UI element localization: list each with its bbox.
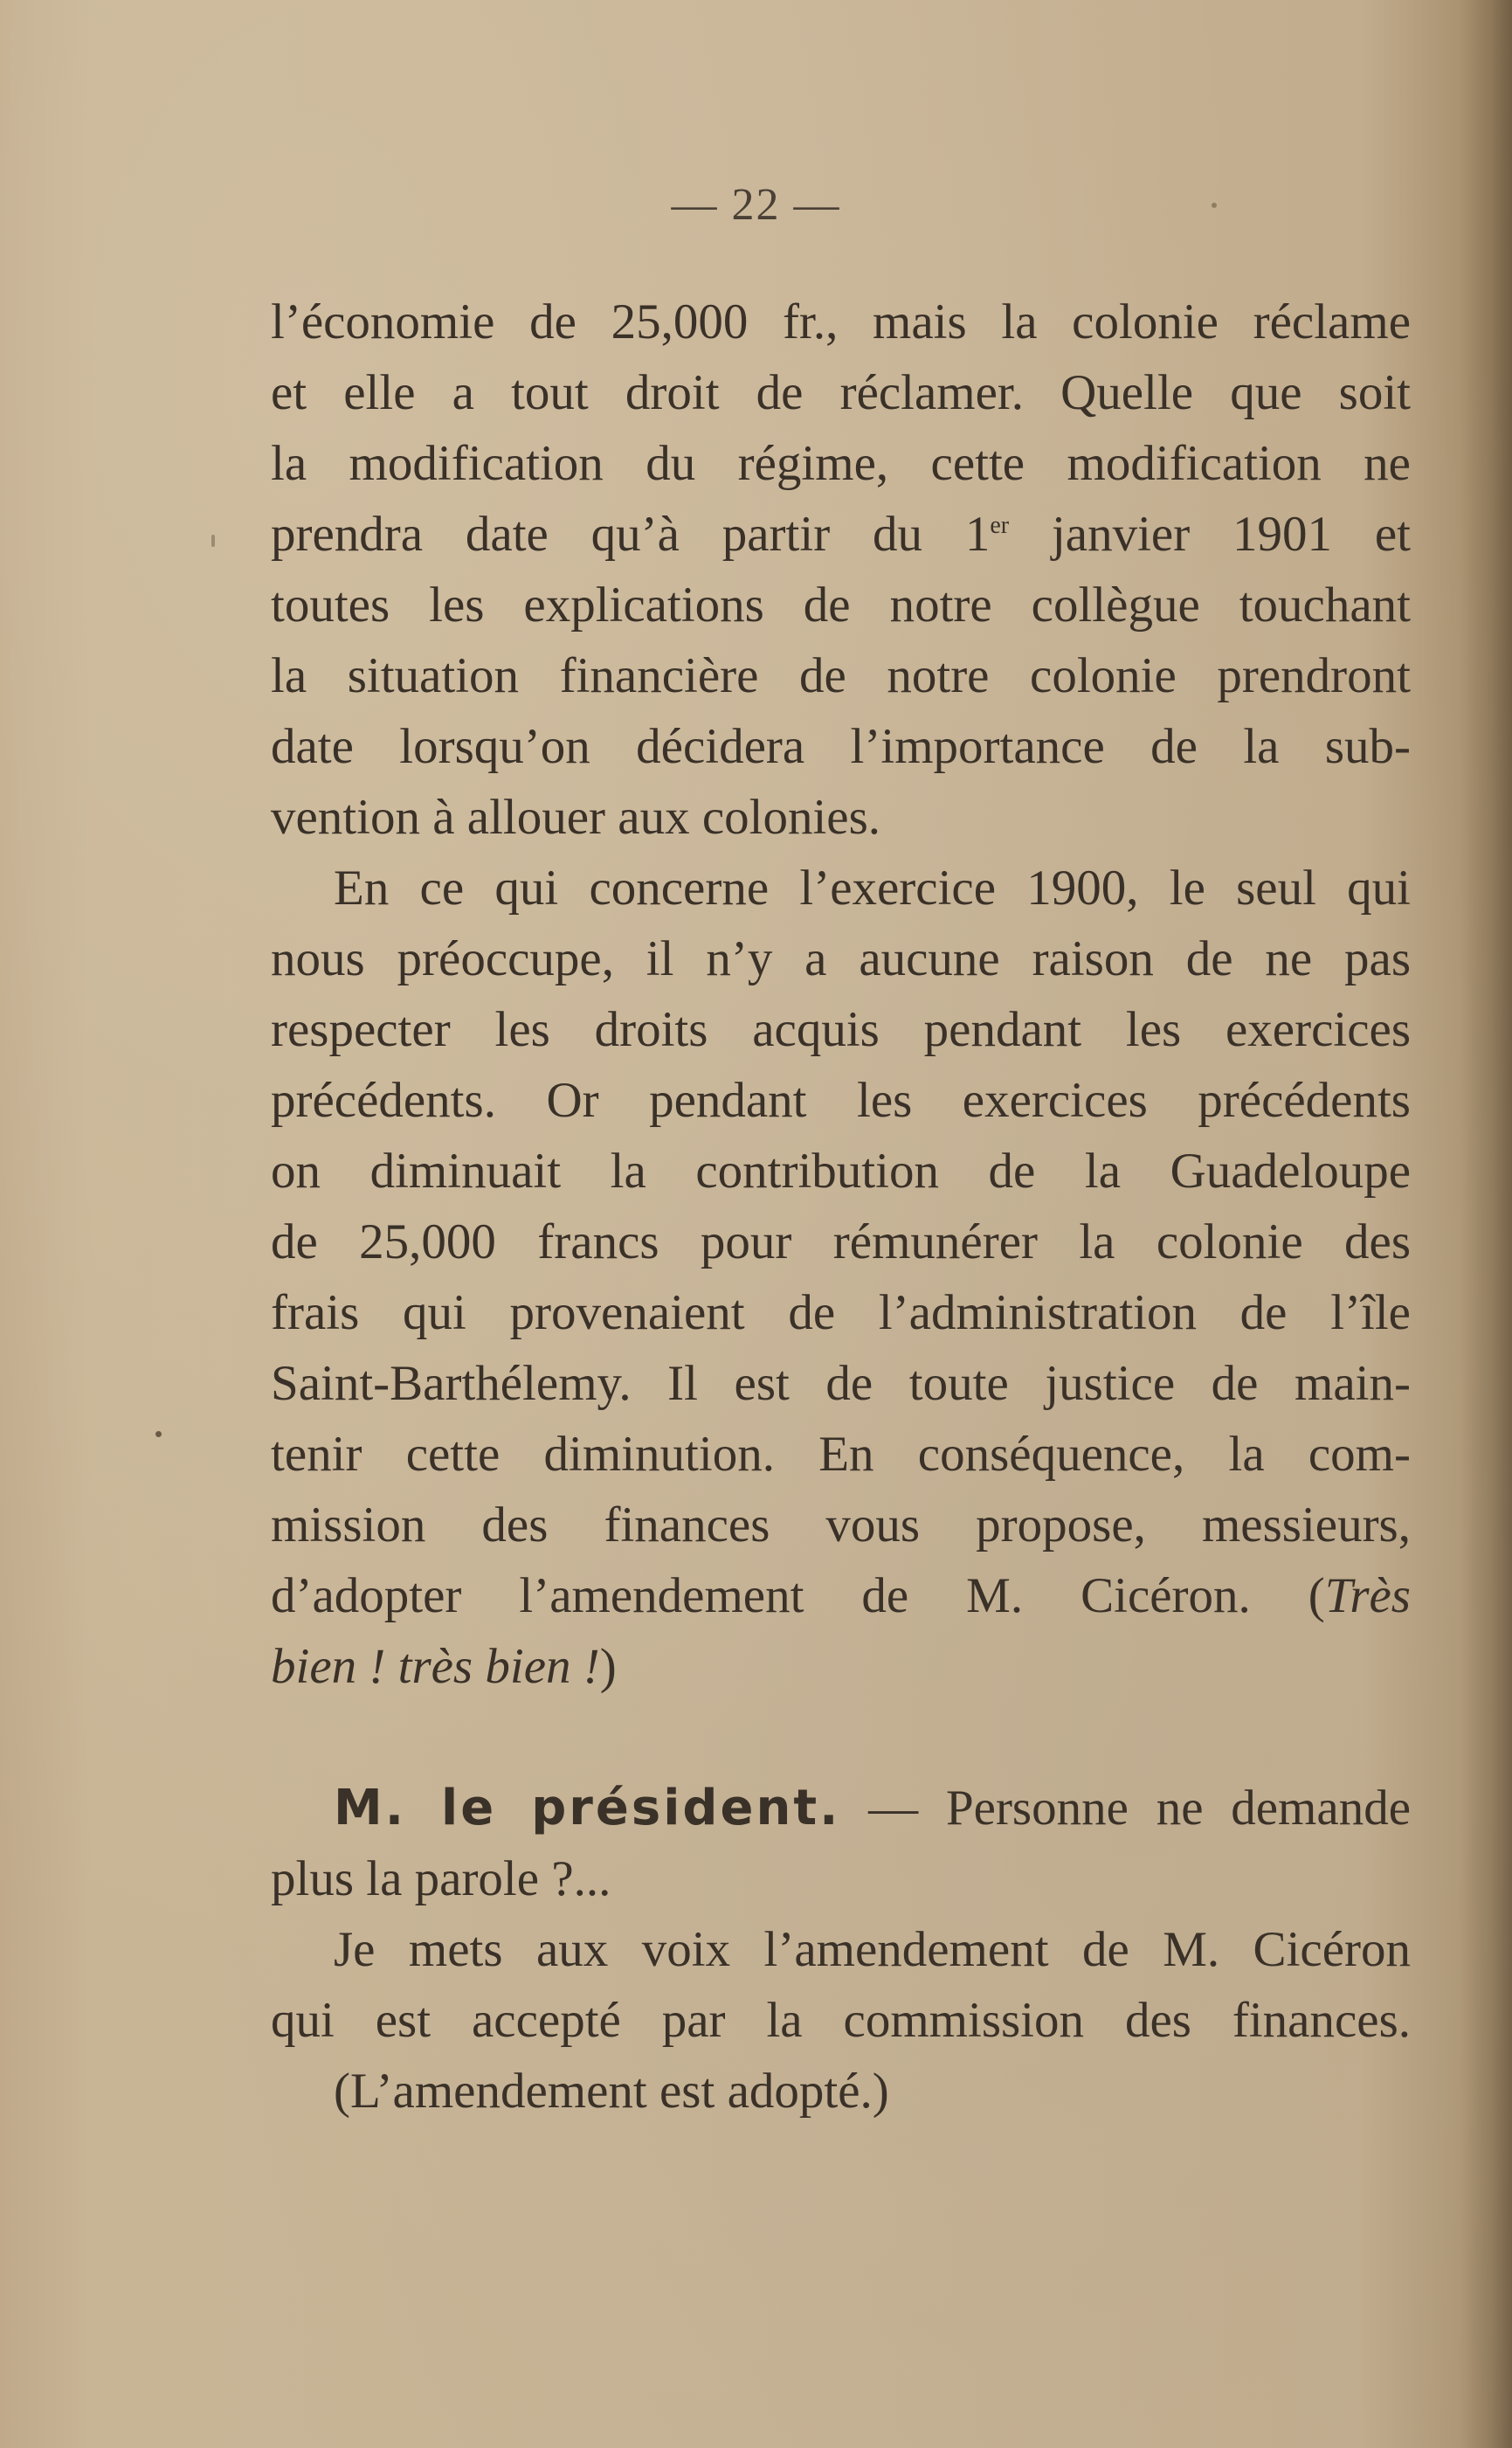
page-edge-shadow xyxy=(1460,0,1512,2448)
text-line: Je mets aux voix l’amendement de M. Cicéron xyxy=(334,1922,1411,1977)
speaker-name: M. le président. xyxy=(334,1780,841,1836)
body-text xyxy=(271,287,1411,2126)
text-line: l’économie de 25,000 fr., mais la colonie réclame xyxy=(271,294,1411,349)
text-line: on diminuait la contribution de la Guadeloupe xyxy=(271,1144,1411,1199)
text-line: et elle a tout droit de réclamer. Quelle que soit xyxy=(271,365,1411,420)
text-line: vention à allouer aux colonies. xyxy=(271,790,881,845)
text-line: de 25,000 francs pour rémunérer la colonie des xyxy=(271,1214,1411,1269)
paragraph-gap xyxy=(271,1702,1411,1773)
text-line: toutes les explications de notre collègue touchant xyxy=(271,577,1411,633)
paper-speck xyxy=(211,535,215,547)
text-segment: prendra date qu’à partir du 1 xyxy=(271,507,991,562)
text-line: (L’amendement est adopté.) xyxy=(334,2064,889,2119)
text-line: précédents. Or pendant les exercices précédents xyxy=(271,1073,1411,1128)
text-line: frais qui provenaient de l’administration de l’île xyxy=(271,1285,1411,1340)
text-line: la modification du régime, cette modification ne xyxy=(271,436,1411,491)
text-line xyxy=(271,1773,1411,1843)
text-line: respecter les droits acquis pendant les exercices xyxy=(271,1002,1411,1057)
text-line: qui est accepté par la commission des finances. xyxy=(271,1993,1411,2048)
text-line: En ce qui concerne l’exercice 1900, le seul qui xyxy=(334,861,1411,916)
text-line xyxy=(271,1560,1411,1631)
text-line xyxy=(271,499,1411,570)
text-line xyxy=(271,1631,1411,1702)
text-line: tenir cette diminution. En conséquence, la com- xyxy=(271,1427,1411,1482)
text-line: mission des finances vous propose, messieurs, xyxy=(271,1497,1411,1552)
italic-segment: Très xyxy=(1324,1568,1411,1623)
text-segment: — Personne ne demande xyxy=(840,1781,1411,1836)
superscript: er xyxy=(990,512,1010,539)
text-line: la situation financière de notre colonie prendront xyxy=(271,648,1411,703)
text-line: Saint-Barthélemy. Il est de toute justice de main- xyxy=(271,1356,1411,1411)
text-line: date lorsqu’on décidera l’importance de la sub- xyxy=(271,719,1411,774)
text-line: nous préoccupe, il n’y a aucune raison de ne pas xyxy=(271,931,1411,986)
text-segment: janvier 1901 et xyxy=(1009,507,1411,562)
text-segment: ) xyxy=(599,1639,617,1694)
text-line: plus la parole ?... xyxy=(271,1851,611,1906)
italic-segment: bien ! très bien ! xyxy=(271,1639,600,1694)
text-segment: d’adopter l’amendement de M. Cicéron. ( xyxy=(271,1568,1325,1623)
paper-speck xyxy=(155,1431,162,1437)
page-number: — 22 — xyxy=(671,180,841,230)
